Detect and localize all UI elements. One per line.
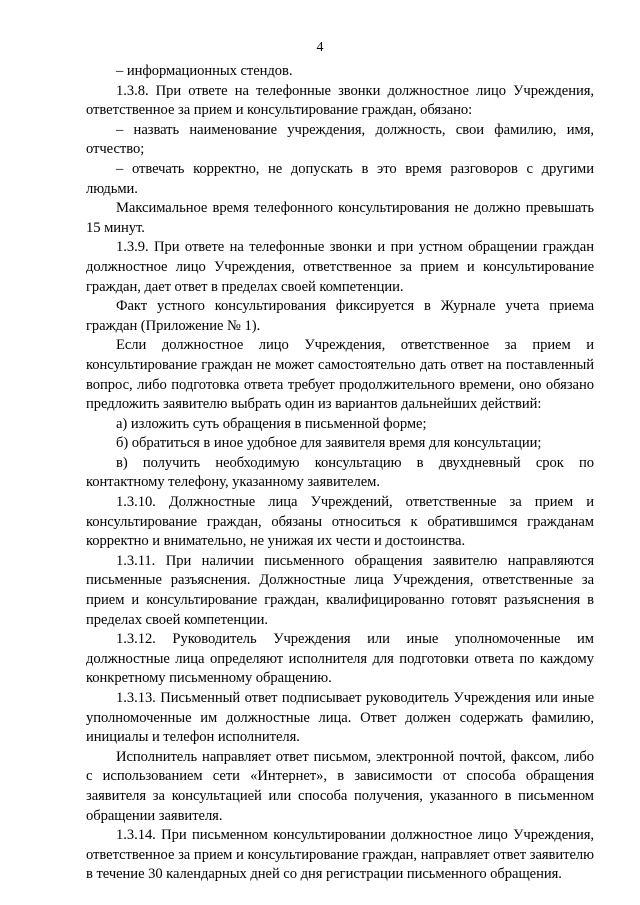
paragraph-option-c: в) получить необходимую консультацию в двухдневный срок по контактному телефону, указанному заявителем. — [86, 454, 594, 491]
paragraph-stands: – информационных стендов. — [116, 63, 293, 79]
paragraph-name-position: – назвать наименование учреждения, должность, свои фамилию, имя, отчество; — [86, 121, 594, 158]
paragraph-1-3-11: 1.3.11. При наличии письменного обращения заявителю направляются письменные разъяснения. Должностные лица Учреждения, ответственные за прием и консультирование граждан, квалифицированно готовят разъяснения в пределах своей компетенции. — [86, 552, 594, 628]
paragraph-cannot-answer: Если должностное лицо Учреждения, ответственное за прием и консультирование граждан не может самостоятельно дать ответ на поставленный вопрос, либо подготовка ответа требует продолжительного времени, оно обязано предложить заявителю выбрать один из вариантов дальнейших действий: — [86, 337, 594, 413]
paragraph-1-3-14: 1.3.14. При письменном консультировании должностное лицо Учреждения, ответственное за прием и консультирование граждан, направляет ответ заявителю в течение 30 календарных дней со дня регистрации письменного обращения. — [86, 827, 594, 883]
paragraph-answer-correctly: – отвечать корректно, не допускать в это время разговоров с другими людьми. — [86, 160, 594, 197]
paragraph-executor: Исполнитель направляет ответ письмом, электронной почтой, факсом, либо с использованием сети «Интернет», в зависимости от способа обращения заявителя за консультацией или способа получения, указанного в письменном обращении заявителя. — [86, 748, 594, 824]
paragraph-1-3-12: 1.3.12. Руководитель Учреждения или иные уполномоченные им должностные лица определяют исполнителя для подготовки ответа по каждому конкретному письменному обращению. — [86, 631, 594, 687]
page-number: 4 — [316, 40, 324, 55]
document-body — [86, 62, 594, 885]
paragraph-max-time: Максимальное время телефонного консультирования не должно превышать 15 минут. — [86, 200, 594, 236]
paragraph-1-3-13: 1.3.13. Письменный ответ подписывает руководитель Учреждения или иные уполномоченные им должностные лица. Ответ должен содержать фамилию, инициалы и телефон исполнителя. — [86, 690, 594, 746]
paragraph-option-b: б) обратиться в иное удобное для заявителя время для консультации; — [116, 435, 542, 452]
paragraph-1-3-9: 1.3.9. При ответе на телефонные звонки и при устном обращении граждан должностное лицо Учреждения, ответственное за прием и консультирование граждан, дает ответ в пределах своей компетенции. — [86, 239, 594, 295]
paragraph-option-a: а) изложить суть обращения в письменной форме; — [116, 415, 427, 432]
paragraph-journal: Факт устного консультирования фиксируется в Журнале учета приема граждан (Приложение № 1). — [86, 298, 594, 334]
paragraph-1-3-8: 1.3.8. При ответе на телефонные звонки должностное лицо Учреждения, ответственное за прием и консультирование граждан, обязано: — [86, 82, 594, 119]
paragraph-1-3-10: 1.3.10. Должностные лица Учреждений, ответственные за прием и консультирование граждан, обязаны относиться к обратившимся гражданам корректно и внимательно, не унижая их чести и достоинства. — [86, 494, 594, 550]
